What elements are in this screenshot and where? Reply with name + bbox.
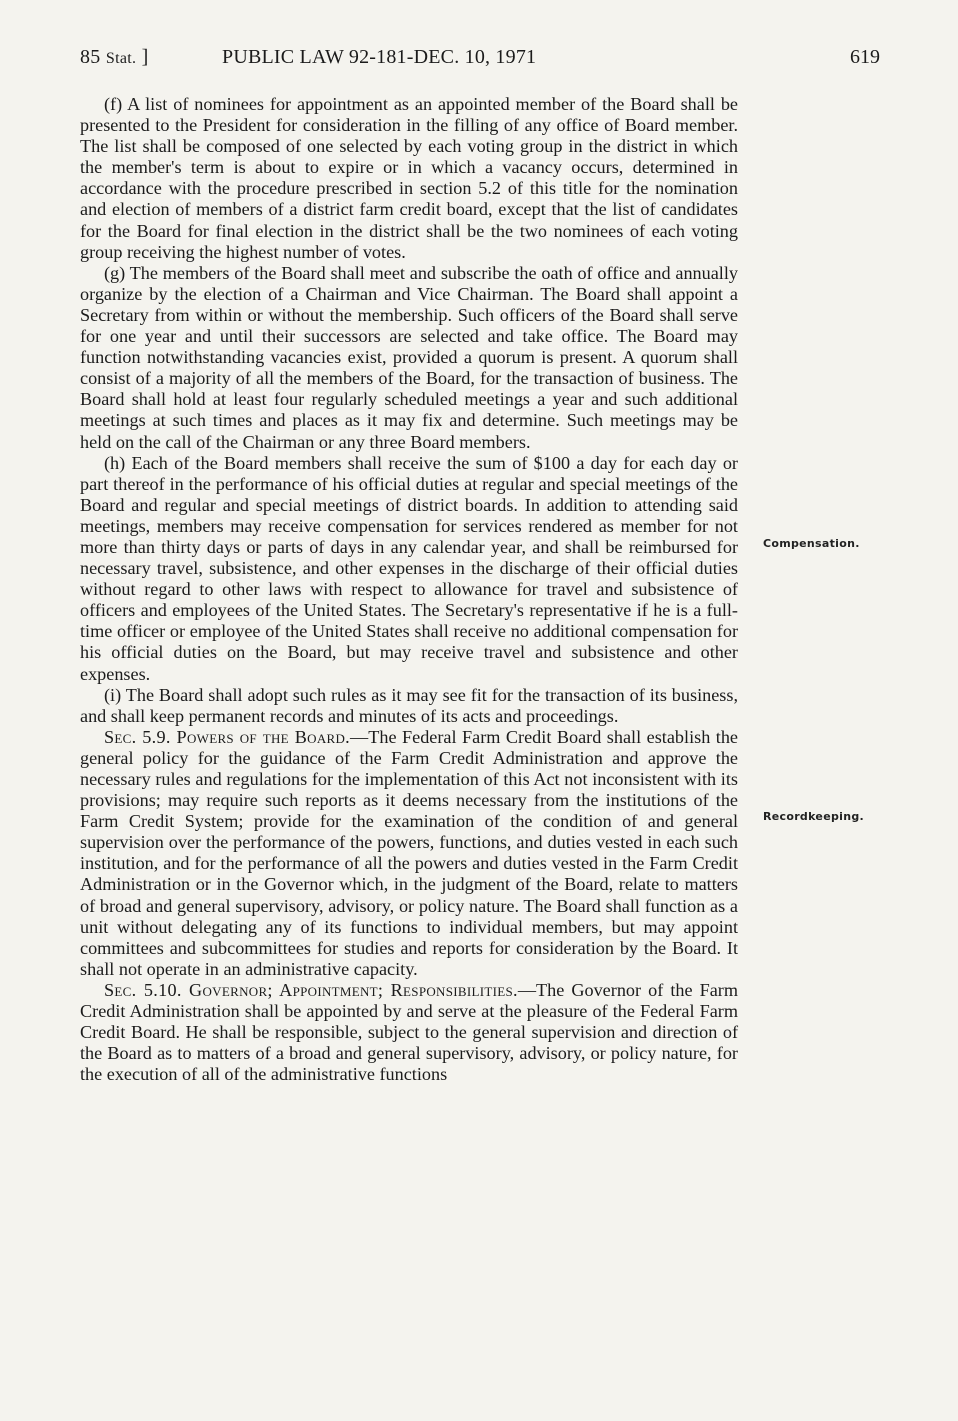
statute-citation (80, 46, 149, 69)
paragraph-i: (i) The Board shall adopt such rules as it may see fit for the transaction of its business, and shall keep permanent records and minutes of its acts and proceedings. (80, 684, 738, 726)
section-5-10-body: —The Governor of the Farm Credit Administration shall be appointed by and serve at the pleasure of the Federal Farm Credit Board. He shall be responsible, subject to the general supervision and direction of the Board as to matters of a broad and general supervisory, advisory, or policy nature, for the execution of all of the administrative functions (80, 979, 738, 1085)
page-number: 619 (850, 46, 880, 68)
section-5-10 (80, 980, 738, 1085)
section-5-9-heading: Sec. 5.9. Powers of the Board. (104, 726, 351, 747)
page-header (80, 46, 880, 76)
paragraph-h: (h) Each of the Board members shall receive the sum of $100 a day for each day or part thereof in the performance of his official duties at regular and special meetings of the Board and regular and special meetings of district boards. In addition to attending said meetings, members may receive compensation for services rendered as member for not more than thirty days or parts of days in any calendar year, and shall be reimbursed for necessary travel, subsistence, and other expenses in the discharge of their official duties without regard to other laws with respect to allowance for travel and subsistence of officers and employees of the United States. The Secretary's representative if he is a full-time officer or employee of the United States shall receive no additional compensation for his official duties on the Board, but may receive travel and subsistence and other expenses. (80, 452, 738, 684)
section-5-9 (80, 727, 738, 980)
paragraph-f: (f) A list of nominees for appointment as an appointed member of the Board shall be presented to the President for consideration in the filling of any office of Board member. The list shall be composed of one selected by each voting group in the district in which the member's term is about to expire or in which a vacancy occurs, determined in accordance with the procedure prescribed in section 5.2 of this title for the nomination and election of members of a district farm credit board, except that the list of candidates for the Board for final election in the district shall be the two nominees of each voting group receiving the highest number of votes. (80, 94, 738, 262)
paragraph-g: (g) The members of the Board shall meet and subscribe the oath of office and annually organize by the election of a Chairman and Vice Chairman. The Board shall appoint a Secretary from within or without the membership. Such officers of the Board shall serve for one year and until their successors are selected and take office. The Board may function notwithstanding vacancies exist, provided a quorum is present. A quorum shall consist of a majority of all the members of the Board, for the transaction of business. The Board shall hold at least four regularly scheduled meetings a year and such additional meetings at such times and places as it may fix and determine. Such meetings may be held on the call of the Chairman or any three Board members. (80, 262, 738, 452)
section-5-10-heading: Sec. 5.10. Governor; Appointment; Responsibilities. (104, 979, 518, 1000)
body-text (80, 94, 738, 1085)
margin-note-recordkeeping: Recordkeeping. (763, 810, 864, 823)
section-5-9-body: —The Federal Farm Credit Board shall establish the general policy for the guidance of the Farm Credit Administration and approve the necessary rules and regulations for the implementation of this Act not inconsistent with its provisions; may require such reports as it deems necessary from the institutions of the Farm Credit System; provide for the examination of the condition of and general supervision over the performance of the powers, functions, and duties vested in each such institution, and for the performance of all the powers and duties vested in the Farm Credit Administration or in the Governor which, in the judgment of the Board, relate to matters of broad and general supervisory, advisory, or policy nature. The Board shall function as a unit without delegating any of its functions to individual members, but may appoint committees and subcommittees for studies and reports for consideration by the Board. It shall not operate in an administrative capacity. (80, 726, 739, 979)
law-title: PUBLIC LAW 92-181-DEC. 10, 1971 (222, 46, 537, 68)
stat-volume: 85 (80, 46, 101, 68)
stat-bracket: ] (141, 46, 149, 68)
margin-note-compensation: Compensation. (763, 537, 860, 550)
stat-label: Stat. (105, 50, 137, 67)
